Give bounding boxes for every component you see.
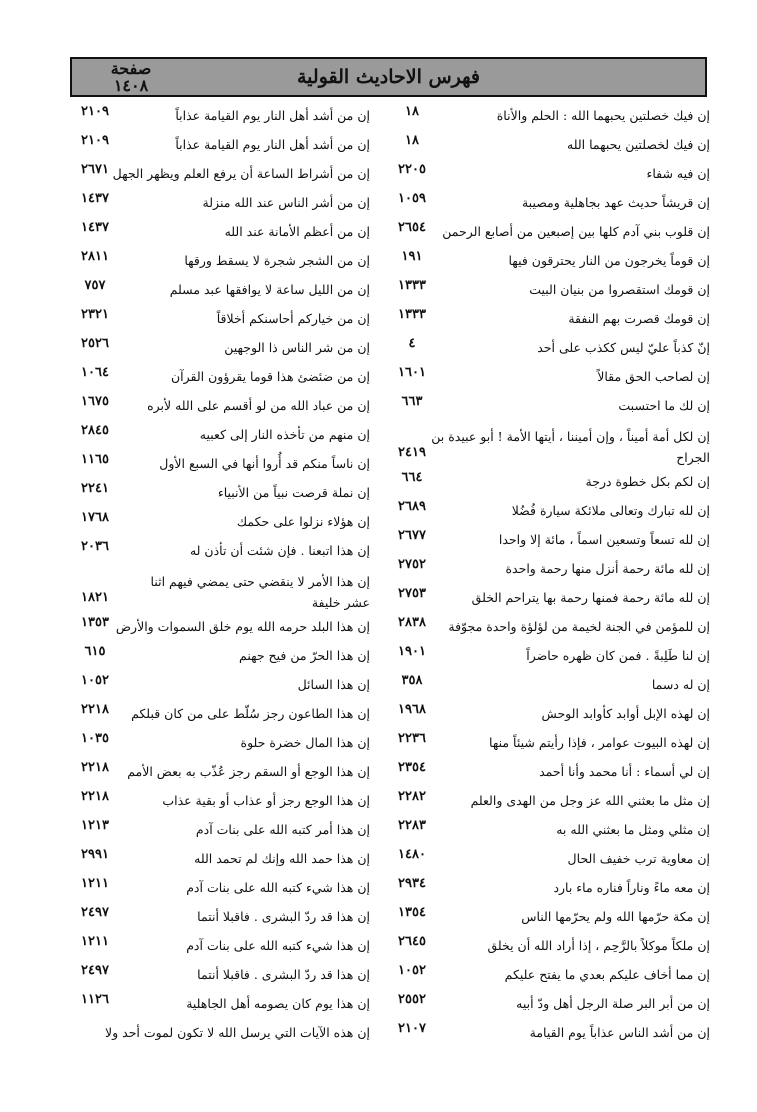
hadith-text: إن هذا شيء كتبه الله على بنات آدم [186, 938, 370, 953]
hadith-text: إن من عباد الله من لو أقسم على الله لأبره [147, 398, 370, 413]
hadith-number: ١٤٨٠ [398, 847, 426, 862]
index-entry [388, 364, 710, 393]
index-entry [70, 730, 382, 759]
index-entry [70, 509, 382, 538]
index-entry [70, 306, 382, 335]
hadith-number: ١١٦٥ [81, 452, 109, 467]
index-entry [388, 422, 710, 469]
hadith-text: إن قومك قصرت بهم النفقة [568, 311, 710, 326]
page-number-box [72, 59, 190, 95]
hadith-number: ٢١٠٧ [398, 1021, 426, 1036]
hadith-number: ٢٢٨٢ [398, 789, 426, 804]
hadith-text: إن من ضئضئ هذا قوما يقرؤون القرآن [170, 369, 370, 384]
index-entry [388, 904, 710, 933]
hadith-text: إن له دسما [651, 677, 710, 692]
hadith-text: إن لكم بكل خطوة درجة [585, 474, 710, 489]
index-entry [388, 103, 710, 132]
index-entry [70, 962, 382, 991]
hadith-number: ٦٦٤ [401, 470, 423, 485]
index-entry [388, 469, 710, 498]
index-entry [70, 103, 382, 132]
index-entry [388, 643, 710, 672]
index-entry [70, 701, 382, 730]
hadith-number: ٧٥٧ [84, 278, 106, 293]
index-entry [70, 161, 382, 190]
hadith-number: ١٢١٣ [81, 818, 109, 833]
hadith-number: ١٢١١ [81, 934, 109, 949]
index-entry [70, 132, 382, 161]
index-entry [388, 817, 710, 846]
index-entry [388, 556, 710, 585]
hadith-number: ١٤٣٧ [81, 220, 109, 235]
page-label: صفحة [110, 59, 152, 78]
hadith-text: إن من خياركم أحاسنكم أخلاقاً [216, 311, 370, 326]
hadith-text: إن من شر الناس ذا الوجهين [224, 340, 370, 355]
hadith-text: إن هذا الحرّ من فيح جهنم [239, 648, 370, 663]
hadith-number: ٢٠٣٦ [81, 539, 109, 554]
hadith-number: ٢٢٠٥ [398, 162, 426, 177]
index-entry [70, 817, 382, 846]
index-entry [388, 701, 710, 730]
index-entry [388, 991, 710, 1020]
hadith-number: ٣٥٨ [401, 673, 423, 688]
hadith-number: ٢٥٢٦ [81, 336, 109, 351]
right-column [388, 103, 710, 1049]
hadith-text: إن لله تسعاً وتسعين اسماً ، مائة إلا واحدا [498, 532, 710, 547]
index-entry [70, 788, 382, 817]
index-entry [388, 498, 710, 527]
hadith-number: ٦١٥ [84, 644, 106, 659]
hadith-text: إن من أشد الناس عذاباً يوم القيامة [529, 1025, 710, 1040]
hadith-number: ٢٨١١ [81, 249, 109, 264]
hadith-number: ١٩٦٨ [398, 702, 426, 717]
hadith-number: ٢٩٣٤ [398, 876, 426, 891]
hadith-number: ٢٢١٨ [81, 789, 109, 804]
index-entry [70, 643, 382, 672]
hadith-text: إن من أبر البر صلة الرجل أهل ودّ أبيه [516, 996, 710, 1011]
hadith-text: إن ملكاً موكلاً بالرَّحِم ، إذا أراد الله أن يخلق [487, 938, 710, 953]
index-entry [70, 672, 382, 701]
hadith-number: ١٤٣٧ [81, 191, 109, 206]
hadith-text: إن مثلي ومثل ما بعثني الله به [556, 822, 710, 837]
hadith-text: إن معاوية ترب خفيف الحال [567, 851, 710, 866]
index-entry [388, 248, 710, 277]
hadith-text: إن فيك خصلتين يحبهما الله : الحلم والأناة [496, 108, 710, 123]
hadith-text: إنّ كذباً عليّ ليس ككذب على أحد [537, 340, 710, 355]
hadith-text: إن هذا حمد الله وإنك لم تحمد الله [194, 851, 370, 866]
hadith-text: إن هذا شيء كتبه الله على بنات آدم [186, 880, 370, 895]
hadith-text: إن فيه شفاء [646, 166, 710, 181]
index-entry [70, 335, 382, 364]
index-entry [70, 248, 382, 277]
hadith-number: ١٣٥٤ [398, 905, 426, 920]
hadith-text: إن لنا طَلِبةً . فمن كان ظهره حاضراً [526, 648, 710, 663]
index-entry [388, 846, 710, 875]
hadith-text: إن هذا أمر كتبه الله على بنات آدم [195, 822, 370, 837]
hadith-number: ١٩٠١ [398, 644, 426, 659]
hadith-number: ١٣٣٣ [398, 307, 426, 322]
hadith-text: إن لله مائة رحمة فمنها رحمة بها يتراحم الخلق [471, 590, 710, 605]
index-entry [388, 219, 710, 248]
hadith-text: إن هذا الأمر لا ينقضي حتى يمضي فيهم اثنا عشر خليفة [150, 574, 370, 610]
hadith-text: إن لله تبارك وتعالى ملائكة سيارة فُضُلا [511, 503, 710, 518]
hadith-text: إن هذا يوم كان يصومه أهل الجاهلية [186, 996, 370, 1011]
hadith-number: ٢٦٧١ [81, 162, 109, 177]
hadith-text: إن هذا السائل [297, 677, 370, 692]
hadith-number: ١٢١١ [81, 876, 109, 891]
hadith-text: إن لي أسماء : أنا محمد وأنا أحمد [539, 764, 710, 779]
index-entry [70, 538, 382, 567]
page-number: ١٤٠٨ [113, 76, 149, 95]
hadith-number: ١١٢٦ [81, 992, 109, 1007]
index-entry [70, 277, 382, 306]
index-entry [388, 875, 710, 904]
hadith-number: ١٨ [405, 104, 419, 119]
hadith-number: ١٠٥٢ [81, 673, 109, 688]
index-entry [70, 451, 382, 480]
page-title: فهرس الاحاديث القولية [297, 66, 481, 88]
index-entry [388, 585, 710, 614]
index-entry [70, 846, 382, 875]
hadith-number: ٤ [408, 336, 416, 351]
hadith-number: ٢٧٥٢ [398, 557, 426, 572]
hadith-text: إن هذه الآيات التي يرسل الله لا تكون لموت أحد ولا [105, 1025, 370, 1040]
hadith-text: إن هذا البلد حرمه الله يوم خلق السموات والأرض [115, 619, 370, 634]
hadith-text: إن قوماً يخرجون من النار يحترقون فيها [508, 253, 710, 268]
hadith-text: إن من أشراط الساعة أن يرفع العلم ويظهر الجهل [112, 166, 370, 181]
index-entry [70, 991, 382, 1020]
index-entry [388, 788, 710, 817]
index-entry [388, 962, 710, 991]
index-entry [70, 904, 382, 933]
index-entry [70, 933, 382, 962]
hadith-number: ٢٦٨٩ [398, 499, 426, 514]
hadith-text: إن هذا الوجع رجز أو عذاب أو بقية عذاب [162, 793, 370, 808]
hadith-text: إن من أعظم الأمانة عند الله [224, 224, 370, 239]
hadith-text: إن من أشد أهل النار يوم القيامة عذاباً [175, 137, 370, 152]
index-entry [70, 1020, 382, 1049]
index-entry [388, 132, 710, 161]
hadith-number: ٢٢٣٦ [398, 731, 426, 746]
hadith-number: ٢٦٧٧ [398, 528, 426, 543]
hadith-text: إن من الليل ساعة لا يوافقها عبد مسلم [169, 282, 370, 297]
index-entry [388, 161, 710, 190]
hadith-text: إن من أشر الناس عند الله منزلة [202, 195, 370, 210]
hadith-number: ٢٣٥٤ [398, 760, 426, 775]
hadith-text: إن لهذه البيوت عوامر ، فإذا رأيتم شيئاً منها [489, 735, 710, 750]
hadith-text: إن مثل ما بعثني الله عز وجل من الهدى والعلم [470, 793, 710, 808]
hadith-number: ٢٣٢١ [81, 307, 109, 322]
hadith-number: ٢٤٩٧ [81, 963, 109, 978]
hadith-text: إن لله مائة رحمة أنزل منها رحمة واحدة [505, 561, 710, 576]
hadith-number: ٢٢٤١ [81, 481, 109, 496]
hadith-text: إن من أشد أهل النار يوم القيامة عذاباً [175, 108, 370, 123]
hadith-number: ٢٤١٩ [398, 445, 426, 460]
hadith-number: ٢٨٤٥ [81, 423, 109, 438]
index-entry [70, 364, 382, 393]
index-entry [388, 759, 710, 788]
hadith-number: ٢٧٥٣ [398, 586, 426, 601]
hadith-number: ٢٤٩٧ [81, 905, 109, 920]
index-entry [388, 672, 710, 701]
index-entry [70, 219, 382, 248]
index-entry [388, 335, 710, 364]
index-entry [70, 614, 382, 643]
hadith-text: إن معه ماءً وناراً فناره ماء بارد [553, 880, 710, 895]
hadith-number: ٢٢١٨ [81, 760, 109, 775]
hadith-text: إن قومك استقصروا من بنيان البيت [529, 282, 710, 297]
index-entry [70, 759, 382, 788]
hadith-number: ٢١٠٩ [81, 104, 109, 119]
hadith-text: إن هذا قد ردّ البشرى . فاقبلا أنتما [197, 909, 370, 924]
hadith-text: إن هؤلاء نزلوا على حكمك [236, 514, 370, 529]
index-entry [70, 567, 382, 614]
hadith-text: إن قريشاً حديث عهد بجاهلية ومصيبة [521, 195, 710, 210]
hadith-number: ٢٢٨٣ [398, 818, 426, 833]
index-entry [388, 614, 710, 643]
hadith-text: إن مما أخاف عليكم بعدي ما يفتح عليكم [504, 967, 710, 982]
index-entry [388, 933, 710, 962]
hadith-text: إن هذا قد ردّ البشرى . فاقبلا أنتما [197, 967, 370, 982]
hadith-text: إن مكة حرّمها الله ولم يحرّمها الناس [521, 909, 710, 924]
hadith-number: ١٠٣٥ [81, 731, 109, 746]
index-entry [388, 190, 710, 219]
index-entry [388, 393, 710, 422]
hadith-number: ١٣٣٣ [398, 278, 426, 293]
hadith-number: ٢١٠٩ [81, 133, 109, 148]
hadith-number: ٢٦٥٤ [398, 220, 426, 235]
hadith-text: إن هذا الوجع أو السقم رجز عُذّب به بعض الأمم [127, 764, 370, 779]
hadith-number: ١٠٥٢ [398, 963, 426, 978]
index-entry [388, 527, 710, 556]
hadith-text: إن لصاحب الحق مقالاً [597, 369, 710, 384]
index-entry [388, 730, 710, 759]
index-entry [70, 480, 382, 509]
hadith-text: إن هذا اتبعنا . فإن شئت أن تأذن له [189, 543, 370, 558]
hadith-number: ٦٦٣ [401, 394, 423, 409]
hadith-text: إن قلوب بني آدم كلها بين إصبعين من أصابع الرحمن [442, 224, 710, 239]
index-entry [70, 190, 382, 219]
hadith-text: إن هذا المال خضرة حلوة [240, 735, 370, 750]
hadith-number: ٢٨٣٨ [398, 615, 426, 630]
hadith-text: إن هذا الطاعون رجز سُلّط على من كان قبلكم [131, 706, 370, 721]
index-entry [388, 277, 710, 306]
index-entry [70, 875, 382, 904]
index-entry [70, 422, 382, 451]
hadith-number: ١٠٥٩ [398, 191, 426, 206]
index-entry [70, 393, 382, 422]
hadith-text: إن ناساً منكم قد أُروا أنها في السبع الأول [159, 456, 370, 471]
hadith-number: ١٦٧٥ [81, 394, 109, 409]
hadith-text: إن من الشجر شجرة لا يسقط ورقها [184, 253, 370, 268]
index-entry [388, 1020, 710, 1049]
hadith-number: ١٨٢١ [81, 590, 109, 605]
hadith-number: ١٣٥٣ [81, 615, 109, 630]
hadith-number: ١٨ [405, 133, 419, 148]
hadith-text: إن فيك لخصلتين يحبهما الله [567, 137, 710, 152]
hadith-text: إن لك ما احتسبت [618, 398, 710, 413]
hadith-text: إن لكل أمة أميناً ، وإن أميننا ، أيتها الأمة ! أبو عبيدة بن الجراح [431, 429, 710, 465]
hadith-text: إن نملة قرصت نبياً من الأنبياء [217, 485, 370, 500]
index-entry [388, 306, 710, 335]
hadith-number: ١٩١ [401, 249, 423, 264]
hadith-text: إن منهم من تأخذه النار إلى كعبيه [199, 427, 370, 442]
page-header [70, 57, 707, 97]
hadith-number: ٢٦٤٥ [398, 934, 426, 949]
hadith-number: ٢٩٩١ [81, 847, 109, 862]
hadith-number: ١٦٠١ [398, 365, 426, 380]
hadith-text: إن للمؤمن في الجنة لخيمة من لؤلؤة واحدة مجوّفة [448, 619, 710, 634]
hadith-number: ٢٢١٨ [81, 702, 109, 717]
left-column [70, 103, 382, 1049]
hadith-number: ١٠٦٤ [81, 365, 109, 380]
hadith-number: ٢٥٥٢ [398, 992, 426, 1007]
hadith-text: إن لهذه الإبل أوابد كأوابد الوحش [541, 706, 710, 721]
hadith-number: ١٧٦٨ [81, 510, 109, 525]
